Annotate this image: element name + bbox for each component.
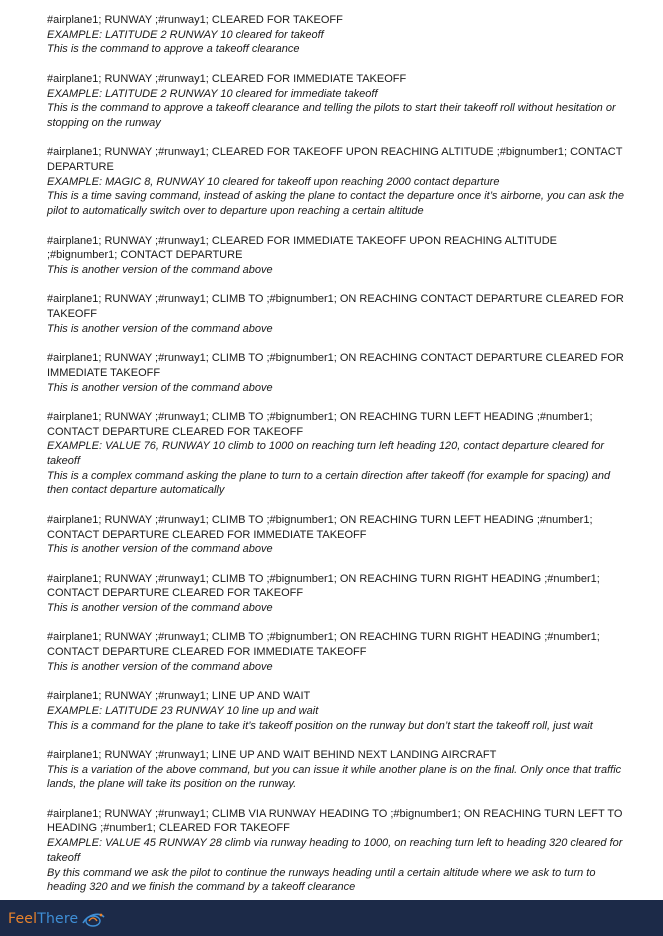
command-entry — [47, 807, 627, 895]
description-text: By this command we ask the pilot to continue the runways heading until a certain altitude where we ask to turn to heading 320 and we finish the command by a takeoff clearance — [47, 866, 596, 894]
command-entry — [47, 292, 627, 336]
command-text: #airplane1; RUNWAY ;#runway1; CLIMB TO ;#bignumber1; ON REACHING CONTACT DEPARTURE CLEARED FOR TAKEOFF — [47, 293, 624, 320]
feelthere-logo-icon — [80, 910, 106, 928]
command-text: #airplane1; RUNWAY ;#runway1; CLIMB VIA RUNWAY HEADING TO ;#bignumber1; ON REACHING TURN LEFT TO HEADING ;#number1; CLEARED FOR TAKEOFF — [47, 807, 623, 835]
example-text: EXAMPLE: LATITUDE 23 RUNWAY 10 line up and wait — [47, 704, 319, 717]
description-text: This is the command to approve a takeoff clearance and telling the pilots to start their takeoff roll without hesitation or stopping on the runway — [47, 102, 616, 129]
command-text: #airplane1; RUNWAY ;#runway1; CLIMB TO ;#bignumber1; ON REACHING CONTACT DEPARTURE CLEARED FOR IMMEDIATE TAKEOFF — [47, 352, 624, 379]
command-text: #airplane1; RUNWAY ;#runway1; CLEARED FOR IMMEDIATE TAKEOFF UPON REACHING ALTITUDE ;#bignumber1; CONTACT DEPARTURE — [47, 234, 557, 262]
command-text: #airplane1; RUNWAY ;#runway1; CLIMB TO ;#bignumber1; ON REACHING TURN RIGHT HEADING ;#number1; CONTACT DEPARTURE CLEARED FOR IMMEDIATE TAKEOFF — [47, 631, 600, 659]
description-text: This is another version of the command above — [47, 602, 273, 614]
command-text: #airplane1; RUNWAY ;#runway1; CLIMB TO ;#bignumber1; ON REACHING TURN RIGHT HEADING ;#number1; CONTACT DEPARTURE CLEARED FOR TAKEOFF — [47, 572, 600, 600]
description-text: This is a time saving command, instead of asking the plane to contact the departure once it’s airborne, you can ask the pilot to automatically switch over to departure upon reaching a certain altitude — [47, 190, 625, 218]
command-text: #airplane1; RUNWAY ;#runway1; CLIMB TO ;#bignumber1; ON REACHING TURN LEFT HEADING ;#number1; CONTACT DEPARTURE CLEARED FOR TAKEOFF — [47, 410, 593, 438]
description-text: This is another version of the command above — [47, 381, 273, 394]
command-entry — [47, 748, 627, 792]
command-entry — [47, 351, 627, 395]
description-text: This is another version of the command above — [47, 322, 273, 335]
command-text: #airplane1; RUNWAY ;#runway1; CLEARED FOR TAKEOFF — [47, 14, 343, 26]
example-text: EXAMPLE: LATITUDE 2 RUNWAY 10 cleared for takeoff — [47, 28, 324, 41]
description-text: This is a variation of the above command, but you can issue it while another plane is on the final. Only once that traffic lands, the plane will take its position on the runway. — [47, 763, 622, 791]
command-entry — [47, 234, 627, 278]
logo-text — [8, 911, 78, 927]
logo-text-there: There — [37, 911, 79, 927]
command-entry — [47, 630, 627, 674]
example-text: EXAMPLE: VALUE 45 RUNWAY 28 climb via runway heading to 1000, on reaching turn left to heading 320 cleared for takeoff — [47, 837, 623, 864]
example-text: EXAMPLE: LATITUDE 2 RUNWAY 10 cleared for immediate takeoff — [47, 87, 378, 100]
command-entry — [47, 410, 627, 498]
document-body — [47, 13, 627, 910]
description-text: This is a command for the plane to take it’s takeoff position on the runway but don’t start the takeoff roll, just wait — [47, 719, 593, 732]
description-text: This is a complex command asking the plane to turn to a certain direction after takeoff (for example for spacing) and then contact departure automatically — [47, 469, 611, 497]
command-text: #airplane1; RUNWAY ;#runway1; LINE UP AND WAIT BEHIND NEXT LANDING AIRCRAFT — [47, 748, 497, 761]
command-text: #airplane1; RUNWAY ;#runway1; CLEARED FOR TAKEOFF UPON REACHING ALTITUDE ;#bignumber1; CONTACT DEPARTURE — [47, 146, 623, 173]
command-entry — [47, 572, 627, 616]
command-entry — [47, 145, 627, 219]
command-entry — [47, 13, 627, 57]
description-text: This is another version of the command above — [47, 263, 273, 276]
command-text: #airplane1; RUNWAY ;#runway1; LINE UP AND WAIT — [47, 690, 311, 703]
description-text: This is another version of the command above — [47, 660, 273, 673]
description-text: This is another version of the command above — [47, 543, 273, 556]
command-text: #airplane1; RUNWAY ;#runway1; CLIMB TO ;#bignumber1; ON REACHING TURN LEFT HEADING ;#number1; CONTACT DEPARTURE CLEARED FOR IMMEDIATE TAKEOFF — [47, 513, 593, 541]
command-entry — [47, 689, 627, 733]
description-text: This is the command to approve a takeoff clearance — [47, 43, 300, 56]
logo-text-feel: Feel — [8, 911, 38, 927]
command-entry — [47, 72, 627, 131]
example-text: EXAMPLE: VALUE 76, RUNWAY 10 climb to 1000 on reaching turn left heading 120, contact departure cleared for takeoff — [47, 440, 605, 467]
command-entry — [47, 513, 627, 557]
footer-bar — [0, 900, 663, 936]
example-text: EXAMPLE: MAGIC 8, RUNWAY 10 cleared for takeoff upon reaching 2000 contact departure — [47, 175, 500, 188]
command-text: #airplane1; RUNWAY ;#runway1; CLEARED FOR IMMEDIATE TAKEOFF — [47, 72, 407, 85]
feelthere-logo — [8, 910, 106, 928]
